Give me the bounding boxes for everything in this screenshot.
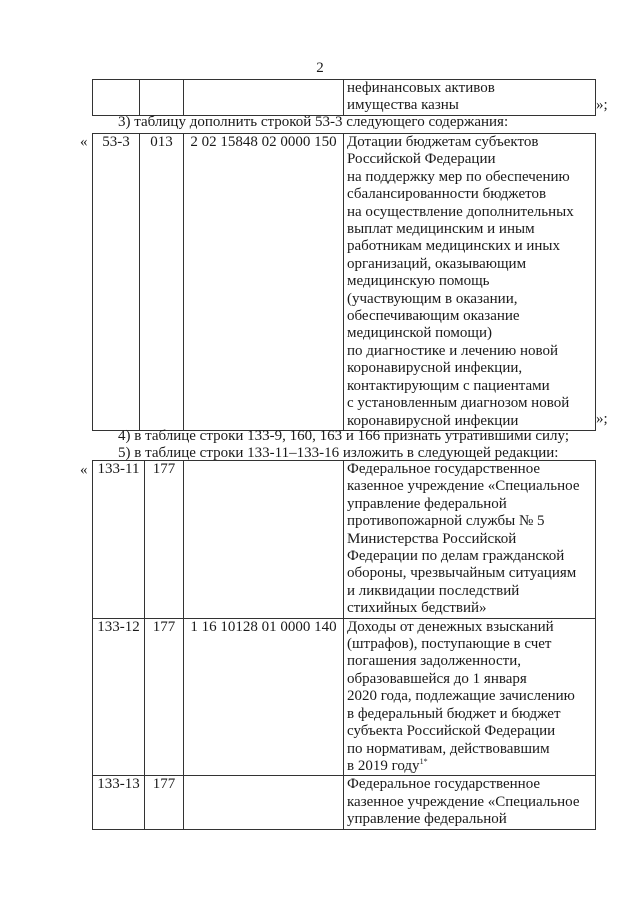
footnote-marker: 1* (419, 756, 428, 766)
description-line: казенное учреждение «Специальное (347, 793, 580, 810)
page-number: 2 (316, 60, 324, 76)
description-line: Федеральное государственное (347, 776, 541, 793)
description-line: обеспечивающим оказание (347, 308, 520, 325)
table-rows-133 (92, 460, 596, 830)
table-continuation (92, 79, 596, 116)
description-line: 2020 года, подлежащие зачислению (347, 688, 575, 705)
table-row-53-3 (92, 133, 596, 431)
description-line: нефинансовых активов (347, 80, 495, 96)
description-line: обороны, чрезвычайным ситуациям (347, 565, 577, 582)
budget-code: 1 16 10128 01 0000 140 (184, 618, 344, 776)
row-number: 133-12 (93, 618, 145, 776)
description-line: медицинскую помощь (347, 273, 490, 290)
opening-quote: « (80, 462, 88, 478)
description-line: работникам медицинских и иных (347, 238, 560, 255)
row-number (93, 80, 140, 116)
description-line: Федеральное государственное (347, 461, 541, 477)
amendment-item-5: 5) в таблице строки 133-11–133-16 изложить в следующей редакции: (118, 445, 559, 461)
description-line: контактирующим с пациентами (347, 377, 550, 394)
description-line: медицинской помощи) (347, 325, 492, 342)
closing-quote: »; (596, 97, 608, 113)
description-line: по нормативам, действовавшим (347, 740, 550, 757)
description-line: по диагностике и лечению новой (347, 342, 559, 359)
admin-code (140, 80, 184, 116)
description-line: на поддержку мер по обеспечению (347, 168, 570, 185)
description-line: в 2019 году$^{1*}$ (347, 756, 428, 774)
row-number: 53-3 (93, 134, 140, 431)
budget-code: 2 02 15848 02 0000 150 (184, 134, 344, 431)
admin-code: 013 (140, 134, 184, 431)
description-line: Российской Федерации (347, 151, 496, 168)
description-line: Министерства Российской (347, 530, 517, 547)
description (344, 618, 596, 776)
budget-code (184, 461, 344, 619)
opening-quote: « (80, 134, 88, 150)
description-line: на осуществление дополнительных (347, 203, 574, 220)
description-line: казенное учреждение «Специальное (347, 478, 580, 495)
description-line: управление федеральной (347, 495, 507, 512)
description-line: Федерации по делам гражданской (347, 548, 565, 565)
description-line: (штрафов), поступающие в счет (347, 636, 552, 653)
description-line: погашения задолженности, (347, 653, 521, 670)
closing-quote: »; (596, 411, 608, 427)
description (344, 776, 596, 829)
admin-code: 177 (145, 461, 184, 619)
table-row (93, 80, 596, 116)
table-row (93, 134, 596, 431)
description-line: противопожарной службы № 5 (347, 513, 545, 530)
description-line: субъекта Российской Федерации (347, 723, 556, 740)
description-line: коронавирусной инфекции, (347, 360, 523, 377)
admin-code: 177 (145, 776, 184, 829)
budget-code (184, 80, 344, 116)
row-number: 133-13 (93, 776, 145, 829)
description-line: имущества казны (347, 97, 459, 114)
description-line: сбалансированности бюджетов (347, 186, 547, 203)
budget-code (184, 776, 344, 829)
description-line: с установленным диагнозом новой (347, 395, 570, 412)
description-line: и ликвидации последствий (347, 582, 520, 599)
description-line: организаций, оказывающим (347, 255, 527, 272)
description-line: Дотации бюджетам субъектов (347, 134, 539, 150)
row-number: 133-11 (93, 461, 145, 619)
description-line: образовавшейся до 1 января (347, 670, 527, 687)
description-line: в федеральный бюджет и бюджет (347, 705, 561, 722)
description (344, 461, 596, 619)
description (344, 134, 596, 431)
description-line: коронавирусной инфекции (347, 412, 519, 429)
description-line: Доходы от денежных взысканий (347, 618, 554, 635)
description-line: управление федеральной (347, 811, 507, 828)
amendment-item-4: 4) в таблице строки 133-9, 160, 163 и 166 признать утратившими силу; (118, 428, 569, 444)
description-line: выплат медицинским и иным (347, 221, 535, 238)
table-row (93, 776, 596, 829)
description-line: стихийных бедствий» (347, 600, 487, 617)
admin-code: 177 (145, 618, 184, 776)
table-row (93, 618, 596, 776)
amendment-item-3: 3) таблицу дополнить строкой 53-3 следующего содержания: (118, 114, 509, 130)
description-line: (участвующим в оказании, (347, 290, 518, 307)
table-row (93, 461, 596, 619)
description (344, 80, 596, 116)
